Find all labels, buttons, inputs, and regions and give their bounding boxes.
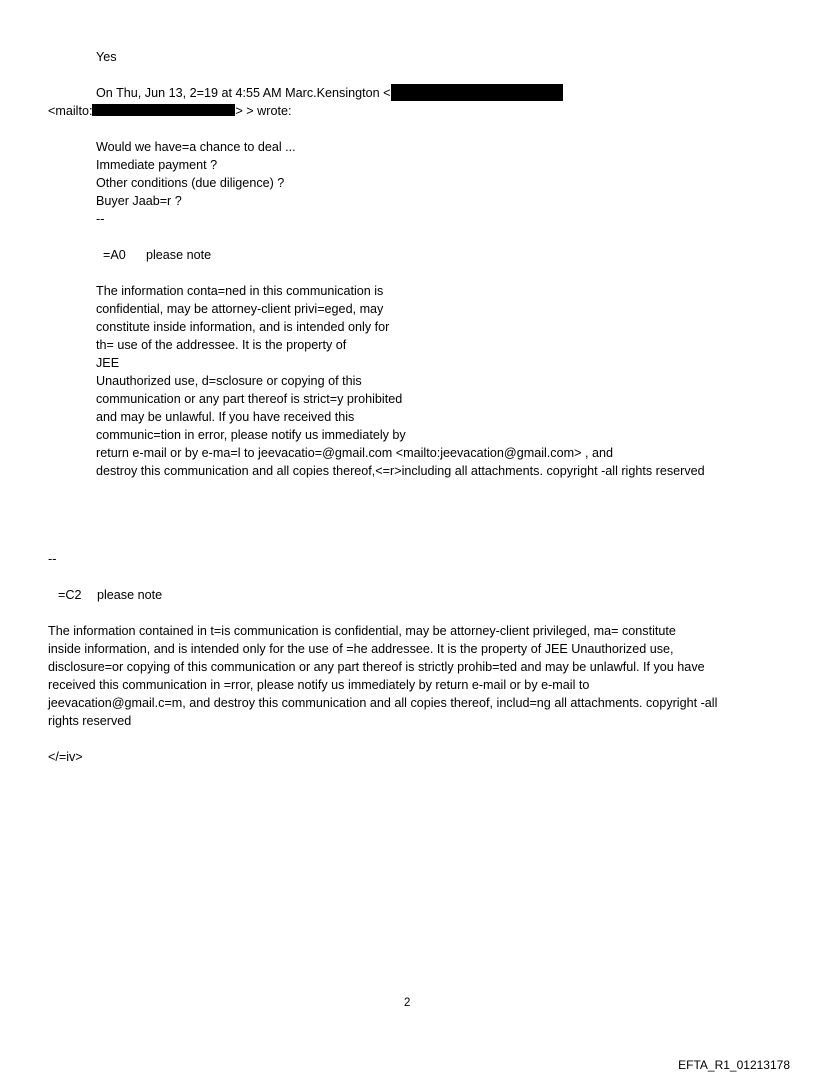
note1-code: =A0: [103, 248, 126, 262]
question-line: Other conditions (due diligence) ?: [96, 176, 285, 190]
document-id: EFTA_R1_01213178: [678, 1058, 790, 1072]
note1-line: constitute inside information, and is intended only for: [96, 320, 390, 334]
note2-label: please note: [97, 588, 163, 602]
note2-line: rights reserved: [48, 714, 132, 728]
page-number: 2: [404, 997, 411, 1009]
note1-line: Unauthorized use, d=sclosure or copying of this: [96, 374, 362, 388]
redaction-bar: [391, 84, 563, 101]
note1-line: th= use of the addressee. It is the property of: [96, 338, 347, 352]
note2-line: received this communication in =rror, please notify us immediately by return e-mail or by e-mail to: [48, 678, 590, 692]
note1-line: JEE: [96, 356, 120, 370]
wrote-suffix: > > wrote:: [235, 104, 292, 118]
note1-line: and may be unlawful. If you have received this: [96, 410, 355, 424]
separator: --: [48, 552, 57, 566]
note1-line: destroy this communication and all copies thereof,<=r>including all attachments. copyright -all rights reserved: [96, 464, 705, 478]
question-separator: --: [96, 212, 105, 226]
note2-line: The information contained in t=is communication is confidential, may be attorney-client privileged, ma= constitute: [48, 624, 676, 638]
note1-line: communic=tion in error, please notify us immediately by: [96, 428, 406, 442]
question-line: Would we have=a chance to deal ...: [96, 140, 296, 154]
note2-line: inside information, and is intended only for the use of =he addressee. It is the property of JEE Unauthorized use,: [48, 642, 674, 656]
quoted-header-line1: [96, 84, 563, 102]
note1-line: confidential, may be attorney-client privi=eged, may: [96, 302, 384, 316]
redaction-bar: [92, 104, 235, 116]
question-line: Buyer Jaab=r ?: [96, 194, 182, 208]
note2-line: jeevacation@gmail.c=m, and destroy this communication and all copies thereof, includ=ng all attachments. copyright -all: [48, 696, 718, 710]
note1-label: please note: [146, 248, 212, 262]
note1-line: return e-mail or by e-ma=l to jeevacatio=@gmail.com <mailto:jeevacation@gmail.com> , and: [96, 446, 613, 460]
quoted-header-line2: [48, 102, 291, 120]
note2-code: =C2: [58, 588, 82, 602]
quoted-header-text: On Thu, Jun 13, 2=19 at 4:55 AM Marc.Kensington <: [96, 86, 391, 100]
mailto-prefix: <mailto:: [48, 104, 93, 118]
note1-line: The information conta=ned in this communication is: [96, 284, 384, 298]
note1-line: communication or any part thereof is strict=y prohibited: [96, 392, 403, 406]
reply-text: Yes: [96, 50, 117, 64]
note2-line: disclosure=or copying of this communication or any part thereof is strictly prohib=ted and may be unlawful. If you have: [48, 660, 705, 674]
closing-tag: </=iv>: [48, 750, 83, 764]
question-line: Immediate payment ?: [96, 158, 218, 172]
